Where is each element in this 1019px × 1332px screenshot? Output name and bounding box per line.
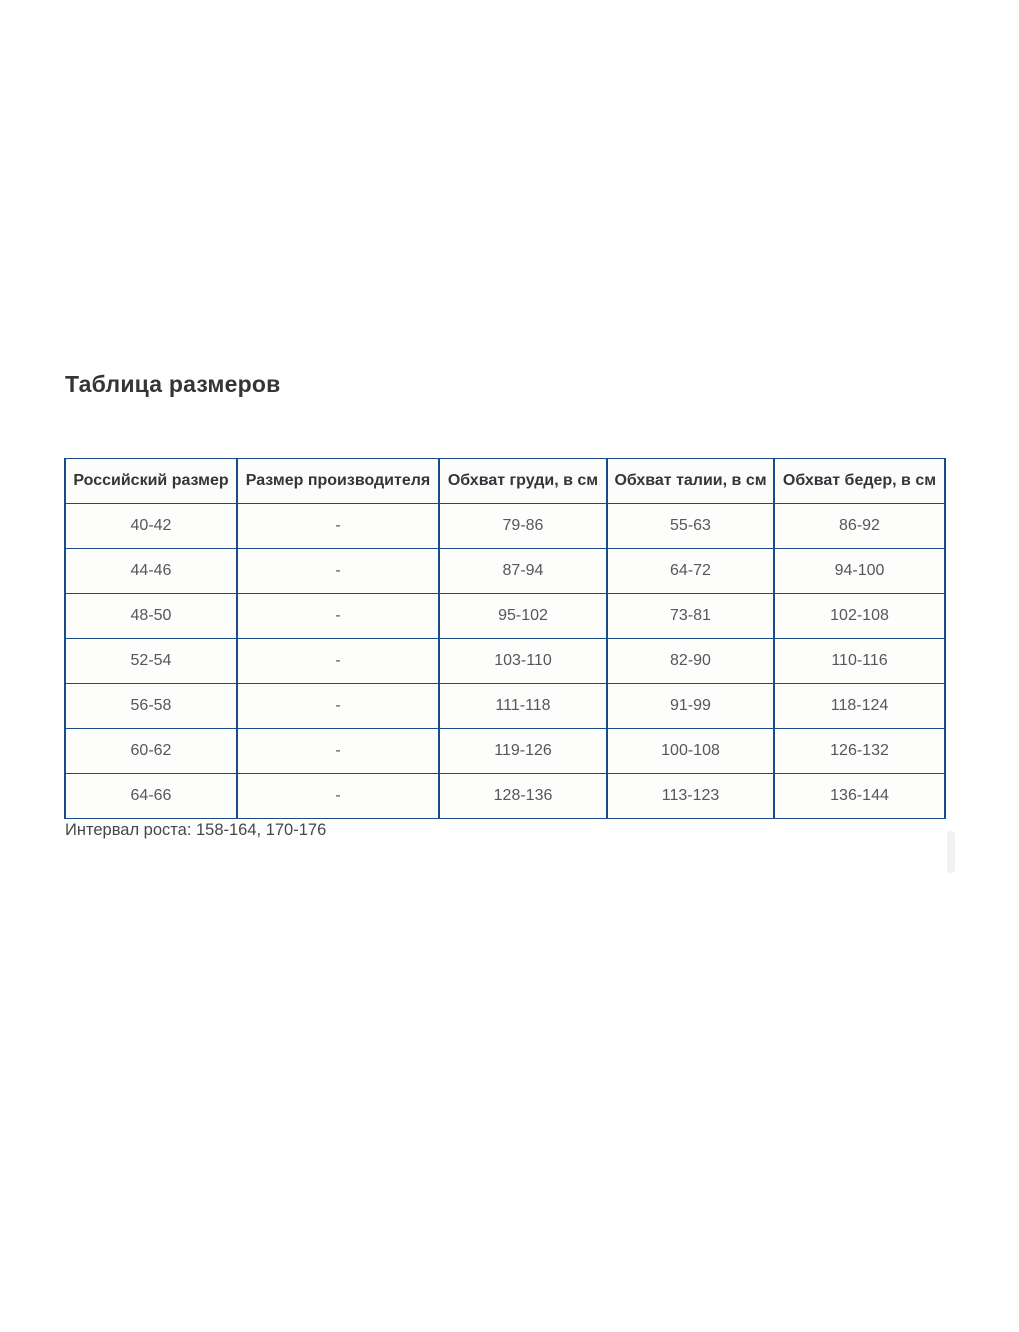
table-cell: 52-54 (65, 639, 237, 684)
table-header-row (65, 459, 945, 504)
table-cell: 110-116 (774, 639, 945, 684)
column-header: Обхват бедер, в см (774, 459, 945, 504)
table-cell: 119-126 (439, 729, 607, 774)
table-cell: 126-132 (774, 729, 945, 774)
table-cell: 86-92 (774, 504, 945, 549)
table-cell: - (237, 684, 439, 729)
table-cell: 136-144 (774, 774, 945, 819)
table-row (65, 639, 945, 684)
table-row (65, 684, 945, 729)
table-cell: 91-99 (607, 684, 774, 729)
table-cell: 113-123 (607, 774, 774, 819)
table-cell: 111-118 (439, 684, 607, 729)
height-interval-note: Интервал роста: 158-164, 170-176 (65, 821, 327, 839)
column-header: Размер производителя (237, 459, 439, 504)
column-header: Обхват груди, в см (439, 459, 607, 504)
table-cell: - (237, 594, 439, 639)
table-cell: 103-110 (439, 639, 607, 684)
table-cell: 40-42 (65, 504, 237, 549)
table-cell: 87-94 (439, 549, 607, 594)
size-table-header (65, 459, 945, 504)
table-cell: - (237, 549, 439, 594)
table-cell: 94-100 (774, 549, 945, 594)
table-cell: 100-108 (607, 729, 774, 774)
table-cell: - (237, 504, 439, 549)
table-cell: 118-124 (774, 684, 945, 729)
table-row (65, 549, 945, 594)
table-cell: 64-72 (607, 549, 774, 594)
table-row (65, 774, 945, 819)
column-header: Российский размер (65, 459, 237, 504)
size-table (64, 458, 946, 819)
table-row (65, 504, 945, 549)
table-cell: 128-136 (439, 774, 607, 819)
column-header: Обхват талии, в см (607, 459, 774, 504)
page-title: Таблица размеров (65, 371, 281, 397)
table-cell: - (237, 729, 439, 774)
table-cell: 73-81 (607, 594, 774, 639)
table-cell: 64-66 (65, 774, 237, 819)
table-cell: - (237, 774, 439, 819)
table-cell: 48-50 (65, 594, 237, 639)
table-cell: 56-58 (65, 684, 237, 729)
table-cell: 79-86 (439, 504, 607, 549)
table-cell: 44-46 (65, 549, 237, 594)
table-cell: 60-62 (65, 729, 237, 774)
table-row (65, 594, 945, 639)
scrollbar-thumb[interactable] (947, 831, 955, 873)
table-cell: 102-108 (774, 594, 945, 639)
size-table-body (65, 504, 945, 819)
table-row (65, 729, 945, 774)
table-cell: 95-102 (439, 594, 607, 639)
table-cell: 55-63 (607, 504, 774, 549)
table-cell: - (237, 639, 439, 684)
table-cell: 82-90 (607, 639, 774, 684)
